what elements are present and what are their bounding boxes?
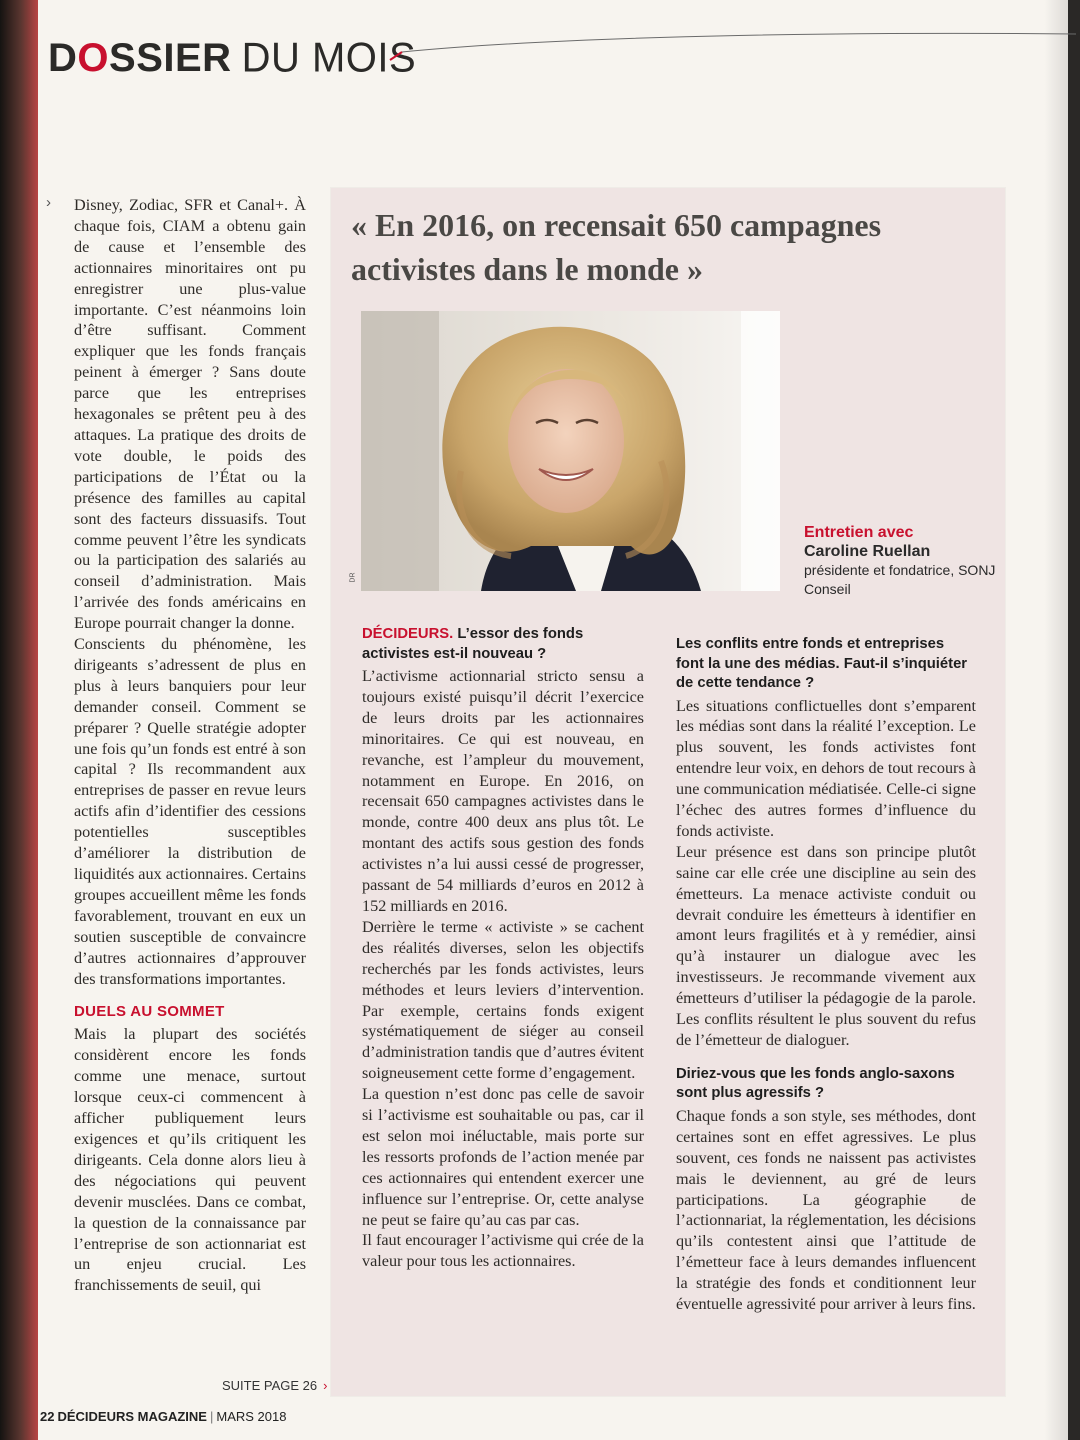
issue-date: MARS 2018 (216, 1409, 287, 1424)
section-title (48, 34, 416, 82)
question-text: L’essor des fonds activistes est-il nouveau ? (362, 626, 584, 662)
chevron-right-icon: › (323, 1378, 328, 1393)
continued-on-label: SUITE PAGE 26 (222, 1378, 318, 1393)
interview-question: Diriez-vous que les fonds anglo-saxons sont plus agressifs ? (676, 1065, 955, 1102)
page-footer (40, 1409, 286, 1424)
section-title-part: SSIER (109, 36, 232, 80)
interviewee-portrait-photo (361, 311, 780, 591)
section-title-accent-letter: O (77, 36, 110, 80)
interview-column-middle (362, 625, 644, 1272)
answer-paragraph: L’activisme actionnarial stricto sensu a toujours existé puisqu’il décrit l’exercice de leurs droits par les actionnaires minoritaires. Ce qui est nouveau, en revanche, est l’ampleur du mouvement, notamment en Europe. En 2016, on recensait 650 campagnes activistes dans le monde, contre 400 deux ans plus tôt. Le montant des actifs sous gestion des fonds activistes n’a lui aussi cessé de progresser, passant de 54 milliards d’euros en 2012 à 152 milliards en 2016. (362, 667, 644, 915)
header-rule-line (388, 30, 1078, 70)
interview-label: Entretien avec (804, 524, 914, 541)
interviewee-caption (804, 524, 1004, 598)
interviewee-name: Caroline Ruellan (804, 542, 931, 560)
answer-paragraph: Derrière le terme « activiste » se cachent des réalités diverses, selon les objectifs recherchés par les fonds activistes, leurs méthodes et leurs leviers d’intervention. Par exemple, certains fonds exigent systématiquement de siéger au conseil d’administration tandis que d’autres évitent soigneusement cette forme d’engagement. (362, 917, 644, 1083)
answer-paragraph: Leur présence est dans son principe plutôt saine car elle crée une discipline au sein des émetteurs. La menace activiste conduit ou devrait conduire les émetteurs à identifier en amont leurs fragilités et à y remédier, ainsi qu’à instaurer un dialogue avec les investisseurs. Je recommande vivement aux émetteurs d’utiliser la pédagogie de la parole. Les conflits résultent le plus souvent du refus de l’émetteur de dialoguer. (676, 842, 976, 1049)
interview-column-right (676, 635, 976, 1315)
magazine-name: DÉCIDEURS MAGAZINE (57, 1409, 207, 1424)
body-paragraph: Conscients du phénomène, les dirigeants s’adressent de plus en plus à leurs banquiers pour leur demander conseil. Comment se préparer ? Quelle stratégie adopter une fois qu’un fonds est entré à son capital ? Ils recommandent aux entreprises de passer en revue leurs actifs afin d’identifier des cessions potentielles susceptibles d’améliorer la distribution de liquidités aux actionnaires. Certains groupes accueillent même les fonds favorablement, trouvant en eux un soutien susceptible de convaincre d’autres actionnaires d’approuver des transformations importantes. (74, 635, 306, 988)
interview-question: Les conflits entre fonds et entreprises font la une des médias. Faut-il s’inquiéter de cette tendance ? (676, 636, 968, 691)
subheading: DUELS AU SOMMET (74, 1003, 225, 1021)
answer-paragraph: Chaque fonds a son style, ses méthodes, dont certaines sont en effet agressives. Le plus souvent, ces fonds ne naissent pas activistes mais le deviennent, au gré de leurs participations. La géographie de l’actionnariat, la réglementation, les décisions qu’ils contestent ainsi que l’attitude de l’émetteur face à leurs demandes influencent la stratégie des fonds et conditionnent leur éventuelle agressivité pour arriver à leurs fins. (676, 1106, 976, 1314)
body-paragraph: Disney, Zodiac, SFR et Canal+. À chaque fois, CIAM a obtenu gain de cause et l’ensemble des actionnaires minoritaires ont pu enregistrer une plus-value importante. C’est néanmoins loin d’être suffisant. Comment expliquer que les fonds français peinent à émerger ? Sans doute parce que les entreprises hexagonales se prêtent peu à des attaques. La pratique des droits de vote double, le poids des participations de l’État ou la présence des familles au capital sont des facteurs dissuasifs. Tout comme peuvent l’être les syndicats ou la participation des salariés au conseil d’administration. Mais l’arrivée des fonds américains en Europe pourrait changer la donne. (74, 196, 306, 633)
continuation-chevron-icon: › (46, 194, 51, 211)
photo-credit: DR (349, 572, 357, 583)
answer-paragraph: Les situations conflictuelles dont s’emparent les médias sont dans la réalité l’exception. Le plus souvent, les fonds activistes font entendre leur voix, en dehors de tout recours à une communication médiatisée. Celle-ci signe l’échec des autres formes d’influence du fonds activiste. (676, 696, 976, 840)
answer-paragraph: Il faut encourager l’activisme qui crée de la valeur pour tous les actionnaires. (362, 1231, 644, 1271)
answer-paragraph: La question n’est donc pas celle de savoir si l’activisme est souhaitable ou pas, car il est selon moi inéluctable, mais porte sur les ressorts profonds de l’action menée par ces actionnaires qui entendent exercer une influence sur l’entreprise. Or, cette analyse ne peut se faire qu’au cas par cas. (362, 1085, 644, 1229)
page-binding-edge (0, 0, 38, 1440)
page-number: 22 (40, 1409, 55, 1424)
interview-quote-title: « En 2016, on recensait 650 campagnes activistes dans le monde » (351, 207, 882, 287)
section-title-part: D (48, 36, 78, 80)
section-title-rest: DU MOIS (241, 34, 417, 82)
interview-question (362, 625, 644, 664)
footer-separator: | (209, 1409, 214, 1424)
body-paragraph: Mais la plupart des sociétés considèrent encore les fonds comme une menace, surtout lorsque ceux-ci commencent à afficher publiquement leurs exigences et qu’ils critiquent les dirigeants. Cela donne alors lieu à des négociations qui peuvent devenir musclées. Dans ce combat, la question de la connaissance par l’entreprise de son actionnariat est un enjeu crucial. Les franchissements de seuil, qui (74, 1025, 306, 1295)
question-brand-label: DÉCIDEURS. (362, 626, 454, 642)
left-text-column (74, 195, 306, 1296)
interviewee-role: présidente et fondatrice, SONJ Conseil (804, 562, 996, 597)
continued-on-link[interactable] (222, 1378, 327, 1393)
